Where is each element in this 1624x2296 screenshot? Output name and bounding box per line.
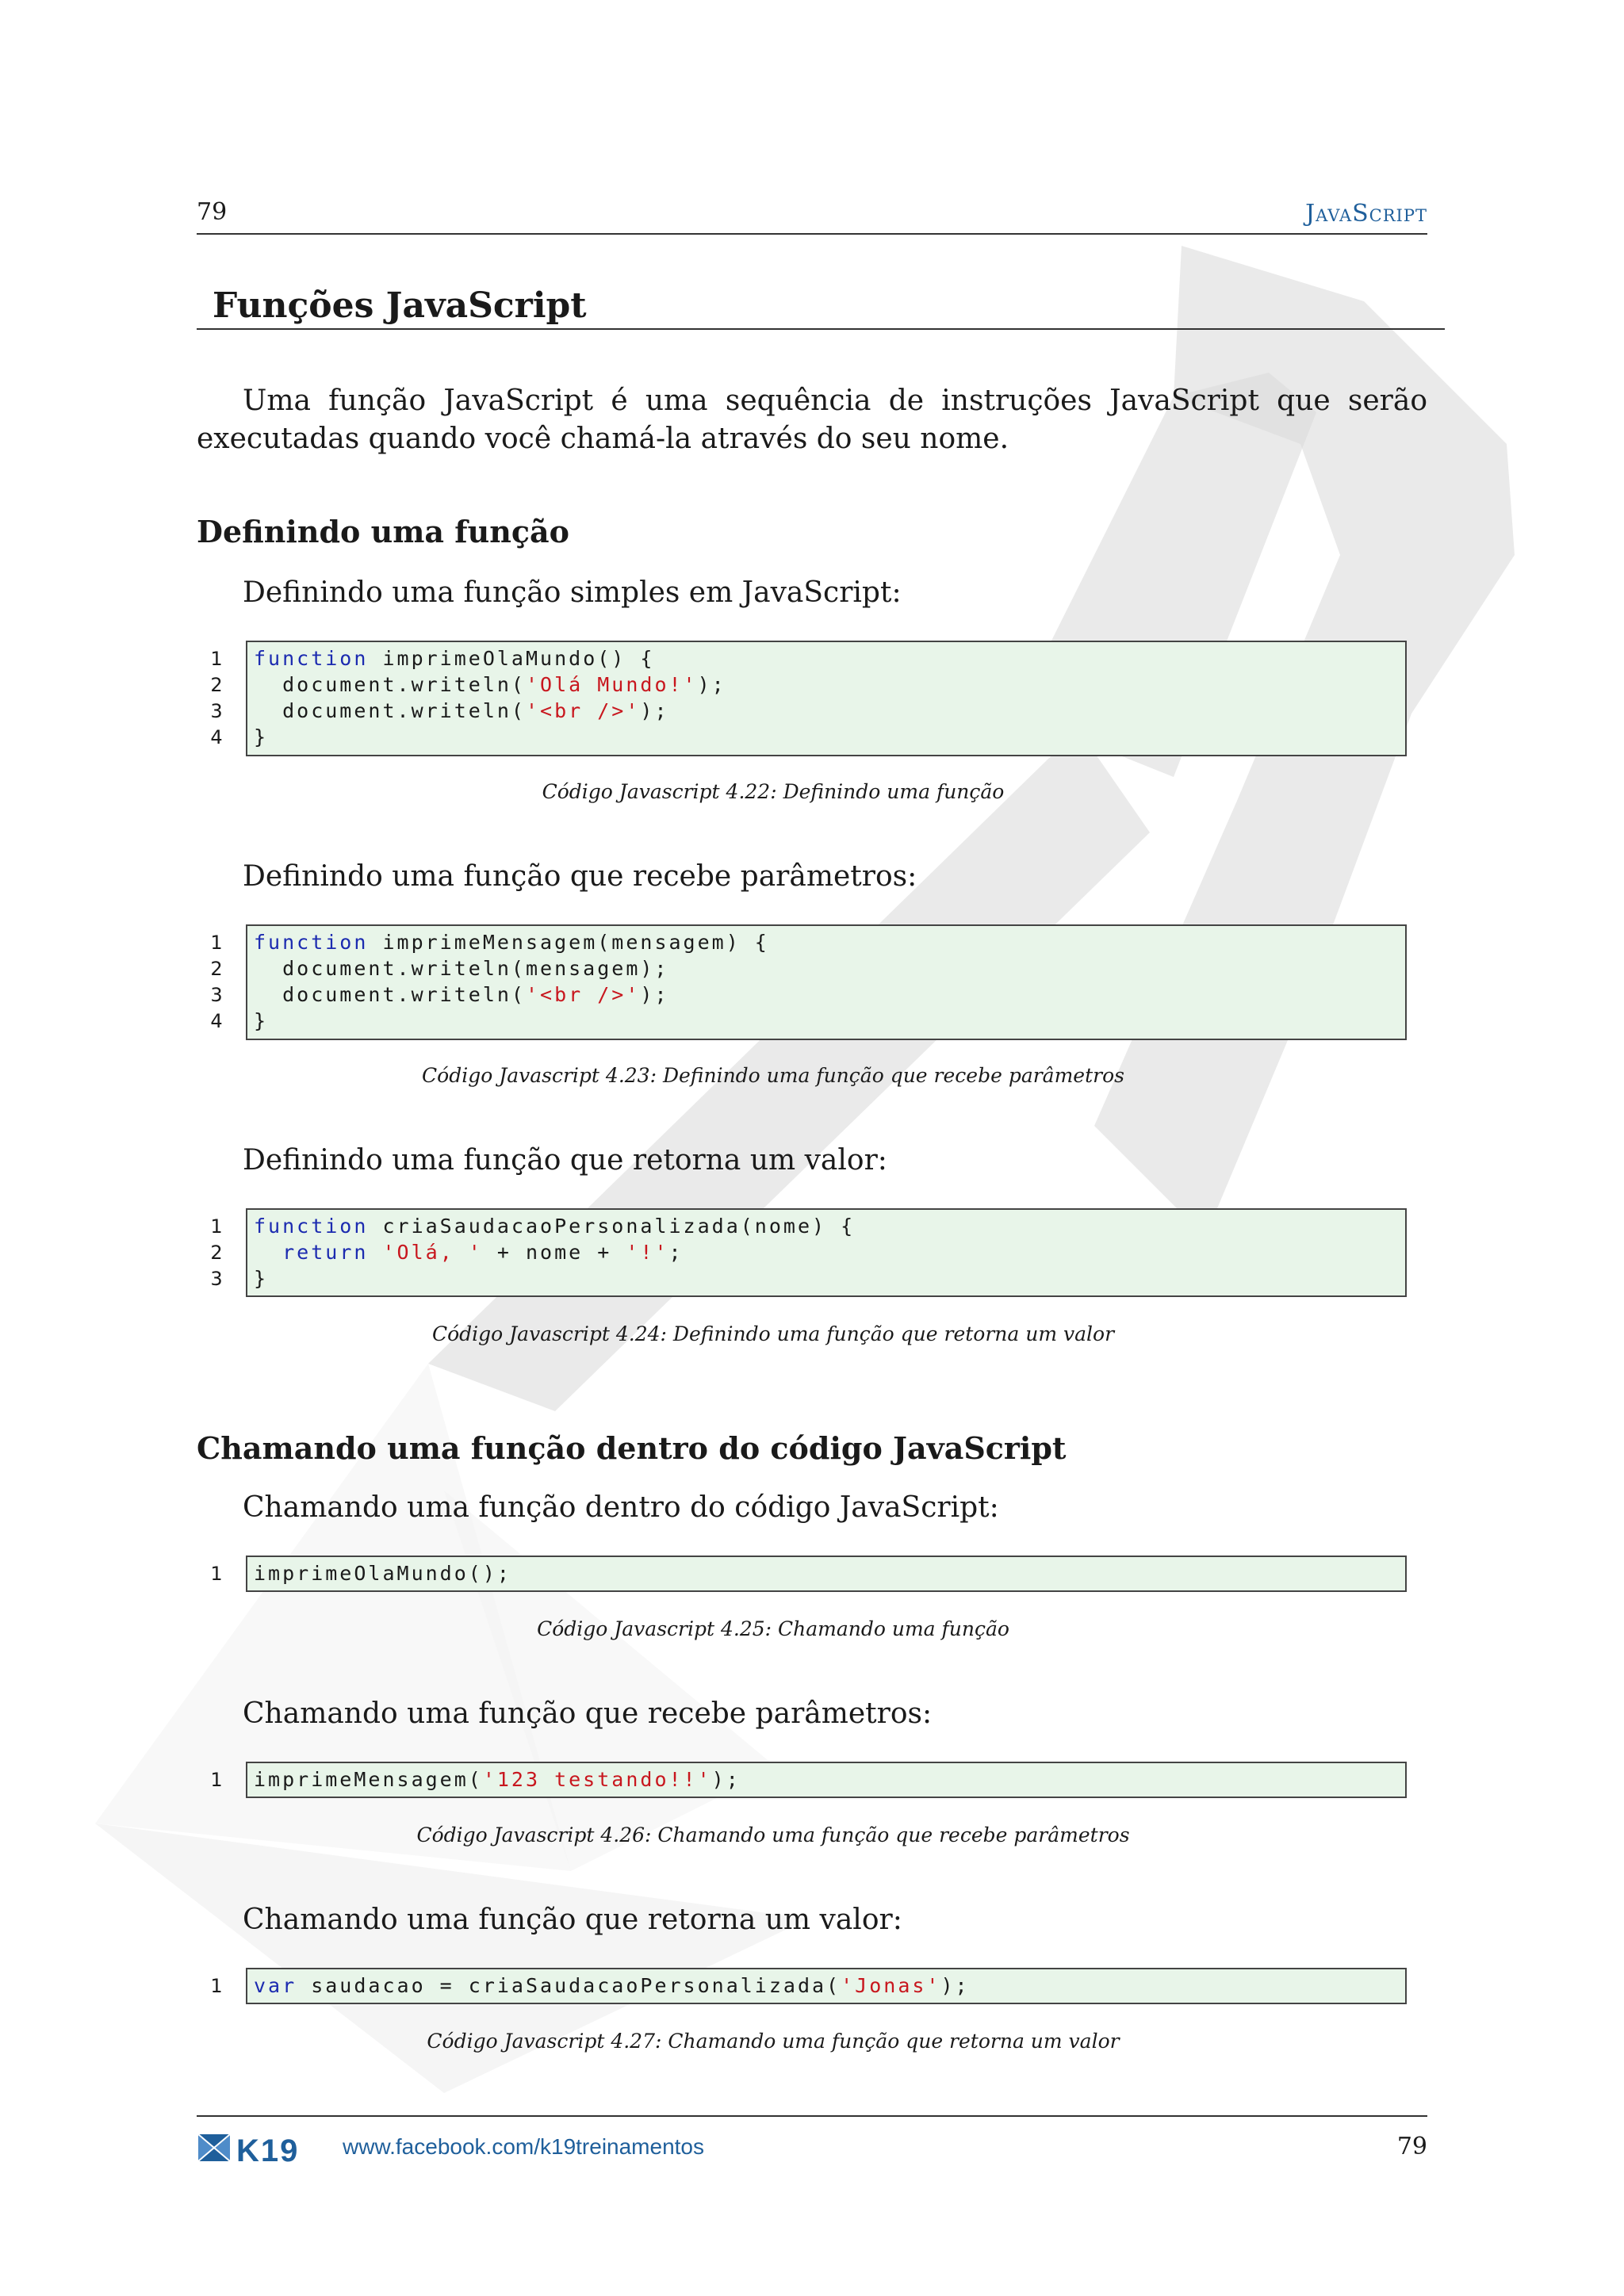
block5-line-numbers: 1 — [210, 1769, 223, 1791]
code-line: document.writeln(mensagem); — [254, 957, 669, 980]
block3-line-numbers: 1 2 3 — [210, 1215, 223, 1290]
code-line: function criaSaudacaoPersonalizada(nome) { — [254, 1215, 856, 1238]
code-block-1 — [246, 641, 1407, 756]
code-line: document.writeln('Olá Mundo!'); — [254, 673, 726, 696]
block4-caption: Código Javascript 4.25: Chamando uma função — [537, 1617, 1009, 1640]
code-block-3 — [246, 1208, 1407, 1297]
code-block-6 — [246, 1968, 1407, 2004]
block4-intro: Chamando uma função dentro do código JavaScript: — [243, 1491, 999, 1524]
k19-logo-icon — [197, 2131, 320, 2166]
block4-line-numbers: 1 — [210, 1563, 223, 1585]
k19-logo — [197, 2131, 320, 2169]
block2-caption: Código Javascript 4.23: Definindo uma função que recebe parâmetros — [422, 1064, 1124, 1087]
block1-caption: Código Javascript 4.22: Definindo uma função — [542, 780, 1005, 803]
svg-text:K19: K19 — [236, 2133, 300, 2166]
footer-rule — [197, 2115, 1427, 2117]
section-title: Funções JavaScript — [213, 285, 587, 326]
block6-intro: Chamando uma função que retorna um valor: — [243, 1904, 902, 1936]
code-block-2 — [246, 924, 1407, 1040]
section-rule — [197, 328, 1445, 330]
code-block-4 — [246, 1556, 1407, 1592]
code-line: } — [254, 1009, 269, 1032]
block5-intro: Chamando uma função que recebe parâmetros: — [243, 1697, 933, 1730]
code-line: return 'Olá, ' + nome + '!'; — [282, 1241, 684, 1264]
subsection-defining: Definindo uma função — [197, 514, 569, 549]
code-line: imprimeMensagem('123 testando!!'); — [254, 1768, 741, 1791]
code-line: function imprimeMensagem(mensagem) { — [254, 931, 769, 954]
code-line: var saudacao = criaSaudacaoPersonalizada('Jonas'); — [254, 1974, 970, 1997]
block2-line-numbers: 1 2 3 4 — [210, 932, 223, 1032]
block3-caption: Código Javascript 4.24: Definindo uma função que retorna um valor — [431, 1322, 1115, 1345]
code-line: imprimeOlaMundo(); — [254, 1562, 511, 1585]
block3-intro: Definindo uma função que retorna um valor: — [243, 1144, 887, 1177]
code-block-5 — [246, 1762, 1407, 1798]
header-page-number: 79 — [197, 198, 228, 226]
block2-intro: Definindo uma função que recebe parâmetros: — [243, 860, 917, 893]
footer-url-link[interactable]: www.facebook.com/k19treinamentos — [343, 2134, 704, 2159]
code-line: document.writeln('<br />'); — [254, 983, 669, 1006]
footer-page-number: 79 — [1396, 2133, 1427, 2160]
subsection-calling: Chamando uma função dentro do código JavaScript — [197, 1430, 1067, 1466]
code-line: function imprimeOlaMundo() { — [254, 647, 655, 670]
code-line: } — [254, 1267, 269, 1290]
block1-intro: Definindo uma função simples em JavaScript: — [243, 576, 902, 609]
header-rule — [197, 233, 1427, 235]
code-line: document.writeln('<br />'); — [254, 699, 669, 722]
block1-line-numbers: 1 2 3 4 — [210, 648, 223, 748]
code-line: } — [254, 725, 269, 748]
block6-caption: Código Javascript 4.27: Chamando uma função que retorna um valor — [427, 2030, 1120, 2053]
block5-caption: Código Javascript 4.26: Chamando uma função que recebe parâmetros — [416, 1823, 1130, 1846]
header-chapter-title: JavaScript — [1305, 200, 1427, 228]
section-intro: Uma função JavaScript é uma sequência de instruções JavaScript que serão executadas quando você chamá-la através do seu nome. — [197, 385, 1427, 455]
block6-line-numbers: 1 — [210, 1975, 223, 1997]
